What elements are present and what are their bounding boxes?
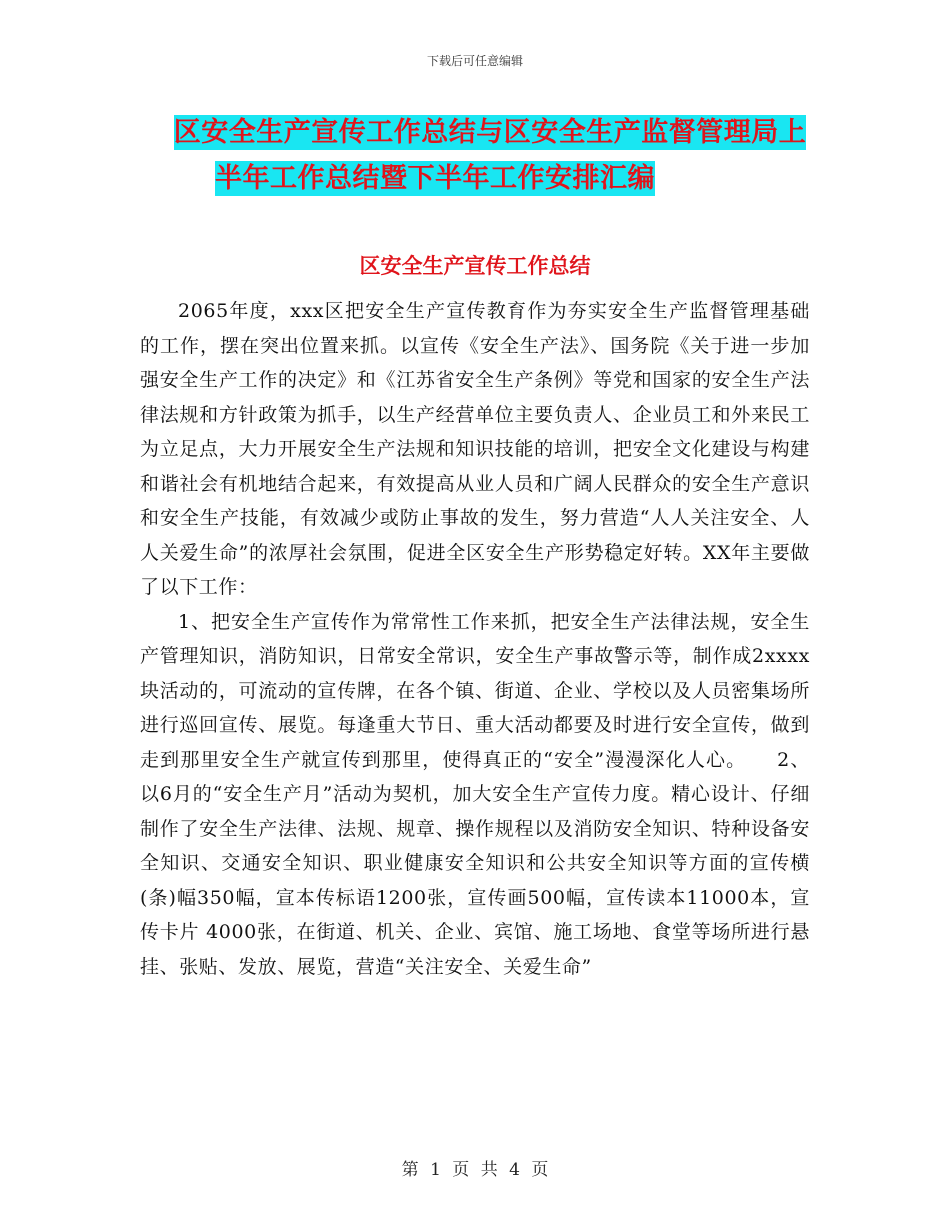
title-line-1-text: 区安全生产宣传工作总结与区安全生产监督管理局上 (173, 117, 807, 148)
page-footer: 第 1 页 共 4 页 (401, 1160, 549, 1180)
paragraph-item-1: 1、把安全生产宣传作为常常性工作来抓，把安全生产法律法规，安全生产管理知识，消防知识，日常安全常识，安全生产事故警示等，制作成2xxxx块活动的，可流动的宣传牌，在各个镇、街道、企业、学校以及人员密集场所进行巡回宣传、展览。每逢重大节日、重大活动都要及时进行安全宣传，做到走到那里安全生产就宣传到那里，使得真正的“安全”漫漫深化人心。 2、以6月的“安全生产月”活动为契机，加大安全生产宣传力度。精心设计、仔细制作了安全生产法律、法规、规章、操作规程以及消防安全知识、特种设备安全知识、交通安全知识、职业健康安全知识和公共安全知识等方面的宣传横(条)幅350幅，宣本传标语1200张，宣传画500幅，宣传读本11000本，宣传卡片 4000张，在街道、机关、企业、宾馆、施工场地、食堂等场所进行悬挂、张贴、发放、展览，营造“关注安全、关爱生命” (140, 610, 810, 978)
section-title: 区安全生产宣传工作总结 (359, 254, 591, 278)
body-text (140, 294, 810, 984)
document-title-line-2 (0, 156, 950, 195)
document-title-line-1 (0, 110, 950, 149)
header-note: 下载后可任意编辑 (426, 54, 523, 68)
title-line-2-text: 半年工作总结暨下半年工作安排汇编 (215, 163, 655, 194)
paragraph-intro: 2065年度，xxx区把安全生产宣传教育作为夯实安全生产监督管理基础的工作，摆在突出位置来抓。以宣传《安全生产法》、国务院《关于进一步加强安全生产工作的决定》和《江苏省安全生产条例》等党和国家的安全生产法律法规和方针政策为抓手，以生产经营单位主要负责人、企业员工和外来民工为立足点，大力开展安全生产法规和知识技能的培训，把安全文化建设与构建和谐社会有机地结合起来，有效提高从业人员和广阔人民群众的安全生产意识和安全生产技能，有效减少或防止事故的发生，努力营造“人人关注安全、人人关爱生命”的浓厚社会氛围，促进全区安全生产形势稳定好转。XX年主要做了以下工作： (140, 300, 810, 598)
